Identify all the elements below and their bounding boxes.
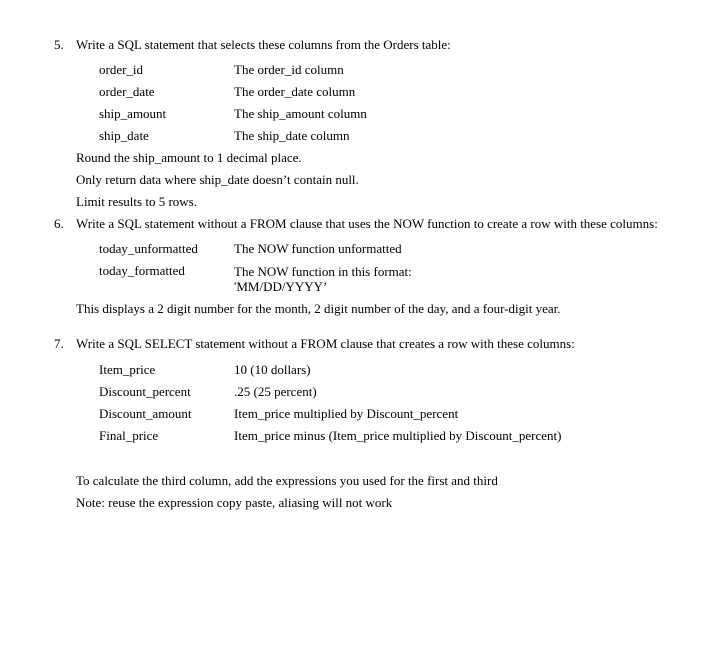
question-number: 5.: [54, 37, 64, 52]
question-5-prompt: [54, 37, 666, 52]
question-text: Write a SQL statement that selects these columns from the Orders table:: [76, 37, 451, 52]
column-description: The order_id column: [234, 62, 344, 77]
column-name: order_id: [99, 62, 144, 77]
question-5: [0, 37, 701, 213]
column-name: today_formatted: [99, 263, 185, 278]
question-6: [0, 216, 701, 320]
column-name: ship_amount: [99, 106, 167, 121]
question-7: [0, 336, 701, 514]
column-definition-row: [99, 59, 701, 81]
date-format-string: 'MM/DD/YYYY’: [234, 279, 328, 294]
instruction-note: To calculate the third column, add the expressions you used for the first and third: [76, 473, 498, 488]
instruction-note: Round the ship_amount to 1 decimal place.: [76, 150, 302, 165]
column-description: Item_price minus (Item_price multiplied by Discount_percent): [234, 428, 562, 443]
column-description: The NOW function unformatted: [234, 241, 402, 256]
column-name: Item_price: [99, 362, 156, 377]
column-description: Item_price multiplied by Discount_percent: [234, 406, 459, 421]
column-definition-row: [99, 125, 701, 147]
column-name: ship_date: [99, 128, 149, 143]
question-number: 6.: [54, 216, 64, 231]
column-name: Discount_amount: [99, 406, 192, 421]
question-number: 7.: [54, 336, 64, 351]
column-name: Final_price: [99, 428, 159, 443]
instruction-note: This displays a 2 digit number for the month, 2 digit number of the day, and a four-digit year.: [76, 301, 561, 316]
instruction-note: Limit results to 5 rows.: [76, 194, 197, 209]
column-description: The ship_amount column: [234, 106, 367, 121]
column-name: Discount_percent: [99, 384, 191, 399]
question-6-prompt: [54, 216, 666, 231]
column-definition-row: [99, 403, 701, 425]
column-definition-row: [99, 81, 701, 103]
column-definition-row: [99, 238, 701, 260]
column-description: 10 (10 dollars): [234, 362, 311, 377]
instruction-note: Only return data where ship_date doesn’t contain null.: [76, 172, 359, 187]
instruction-note: Note: reuse the expression copy paste, aliasing will not work: [76, 495, 393, 510]
question-text: Write a SQL SELECT statement without a FROM clause that creates a row with these columns:: [76, 336, 575, 351]
column-name: today_unformatted: [99, 241, 198, 256]
question-7-prompt: [54, 336, 666, 351]
column-definition-row: [99, 359, 701, 381]
column-name: order_date: [99, 84, 155, 99]
column-description: The order_date column: [234, 84, 356, 99]
column-definition-row: [99, 260, 701, 298]
column-definition-row: [99, 425, 701, 447]
column-description: [234, 264, 412, 294]
column-description: The ship_date column: [234, 128, 350, 143]
column-definition-row: [99, 381, 701, 403]
column-definition-row: [99, 103, 701, 125]
column-description: .25 (25 percent): [234, 384, 317, 399]
question-text: Write a SQL statement without a FROM clause that uses the NOW function to create a row with these columns:: [76, 216, 658, 231]
column-description-line: The NOW function in this format:: [234, 264, 412, 279]
